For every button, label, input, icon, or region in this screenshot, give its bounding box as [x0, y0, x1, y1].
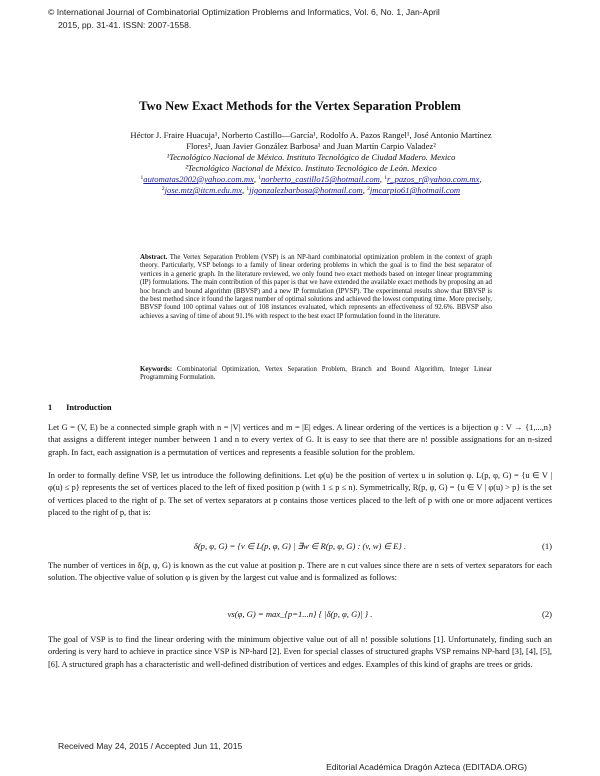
equation-1-number: (1) — [541, 541, 552, 551]
abstract — [140, 254, 492, 321]
journal-header — [48, 6, 568, 32]
received-date: Received May 24, 2015 / Accepted Jun 11, 2015 — [58, 741, 243, 751]
paragraph-1: Let G = (V, E) be a connected simple graph with n = |V| vertices and m = |E| edges. A linear ordering of the vertices is a bijection φ : V → {1,...,n} that assigns a different integer number between 1 and n to every vertex of G. It is easy to see that there are n! possible assignations for an n-sized graph. In fact, each assignation is a permutation of vertices and represents a feasible solution for the problem. — [48, 423, 552, 457]
email-link-3[interactable]: r_pazos_r@yahoo.com.mx — [386, 174, 480, 184]
keywords-label: Keywords: — [140, 366, 173, 373]
section-heading — [48, 403, 112, 412]
email-link-4[interactable]: jose.mtz@itcm.edu.mx — [164, 185, 243, 195]
email-line-1: $^1$automatas2002@yahoo.com.mx, $^1$norberto_castillo15@hotmail.com, $^1$r_pazos_r@yahoo.com.mx, — [140, 174, 482, 184]
keywords — [140, 366, 492, 383]
section-title: Introduction — [66, 403, 112, 412]
email-line-2: $^2$jose.mtz@itcm.edu.mx, $^1$jjgonzalezbarbosa@hotmail.com, $^2$jmcarpio61@hotmail.com — [161, 185, 461, 195]
author-line-2: Flores², Juan Javier González Barbosa¹ and Juan Martín Carpio Valadez² — [186, 141, 436, 151]
paragraph-4: The goal of VSP is to find the linear ordering with the minimum objective value out of all n! possible solutions [1]. Unfortunately, finding such an ordering is very hard to achieve in practice since VSP is NP-hard [2]. Even for special classes of structured graphs VSP remains NP-hard [3], [4], [5], [6]. A structured graph has a characteristic and well-defined distribution of vertices and edges. Examples of this kind of graphs are trees or grids. — [48, 635, 552, 669]
keywords-text: Combinatorial Optimization, Vertex Separation Problem, Branch and Bound Algorithm, Integer Linear Programming Formulation. — [140, 366, 492, 382]
affiliation-1: ¹Tecnológico Nacional de México. Instituto Tecnológico de Ciudad Madero. Mexico — [166, 152, 456, 162]
email-link-1[interactable]: automatas2002@yahoo.com.mx — [143, 174, 254, 184]
publisher: Editorial Académica Dragón Azteca (EDITADA.ORG) — [326, 762, 527, 772]
abstract-text: The Vertex Separation Problem (VSP) is an NP-hard combinatorial optimization problem in the context of graph theory. Particularly, VSP belongs to a family of linear ordering problems in which the goal is to find the best separator of vertices in a generic graph. In the literature reviewed, we only found two exact methods based on integer linear programming (IP) formulations. The main contribution of this paper is that we have extended the available exact methods by proposing an ad hoc branch and bound algorithm (BBVSP) and a new IP formulation (IPVSP). The experimental results show that BBVSP is the best method since it found the largest number of optimal solutions and achieved the lowest computing time. More precisely, BBVSP found 100 optimal values out of 108 instances evaluated, which represents an effectiveness of 92.6%. BBVSP also achieves a saving of time of about 91.1% with respect to the best exact IP formulation found in the literature. — [140, 254, 492, 320]
paper-title: Two New Exact Methods for the Vertex Separation Problem — [139, 99, 461, 113]
affiliation-2: ²Tecnológico Nacional de México. Instituto Tecnológico de León. Mexico — [185, 163, 437, 173]
paragraph-3: The number of vertices in δ(p, φ, G) is known as the cut value at position p. There are n cut values since there are n sets of vertex separators for each solution. The objective value of solution φ is given by the largest cut value and is formalized as follows: — [48, 561, 552, 583]
author-block — [96, 130, 526, 196]
abstract-label: Abstract. — [140, 254, 168, 261]
email-link-2[interactable]: norberto_castillo15@hotmail.com — [260, 174, 380, 184]
equation-2-number: (2) — [541, 609, 552, 619]
email-link-6[interactable]: jmcarpio61@hotmail.com — [369, 185, 461, 195]
journal-header-line2: 2015, pp. 31-41. ISSN: 2007-1558. — [58, 20, 192, 30]
journal-header-line1: © International Journal of Combinatorial Optimization Problems and Informatics, Vol. 6, No. 1, Jan-April — [48, 7, 440, 17]
equation-2-body: vs(φ, G) = max_{p=1...n} { |δ(p, φ, G)| } . — [227, 609, 373, 619]
email-link-5[interactable]: jjgonzalezbarbosa@hotmail.com — [249, 185, 363, 195]
section-number: 1 — [48, 403, 53, 412]
paragraph-2: In order to formally define VSP, let us introduce the following definitions. Let φ(u) be the position of vertex u in solution φ. L(p, φ, G) = {u ∈ V | φ(u) ≤ p} represents the set of vertices placed to the left of fixed position p (with 1 ≤ p ≤ n). Symmetrically, R(p, φ, G) = {u ∈ V | φ(u) > p} is the set of vertices placed to the right of p. The set of vertex separators at p contains those vertices placed to the left of p with one or more adjacent vertices placed to the right of p, that is: — [48, 471, 552, 518]
author-line-1: Héctor J. Fraire Huacuja¹, Norberto Castillo—García¹, Rodolfo A. Pazos Rangel¹, José Antonio Martínez — [130, 130, 492, 140]
equation-1-body: δ(p, φ, G) = {v ∈ L(p, φ, G) | ∃w ∈ R(p, φ, G) : (v, w) ∈ E} . — [193, 541, 407, 551]
